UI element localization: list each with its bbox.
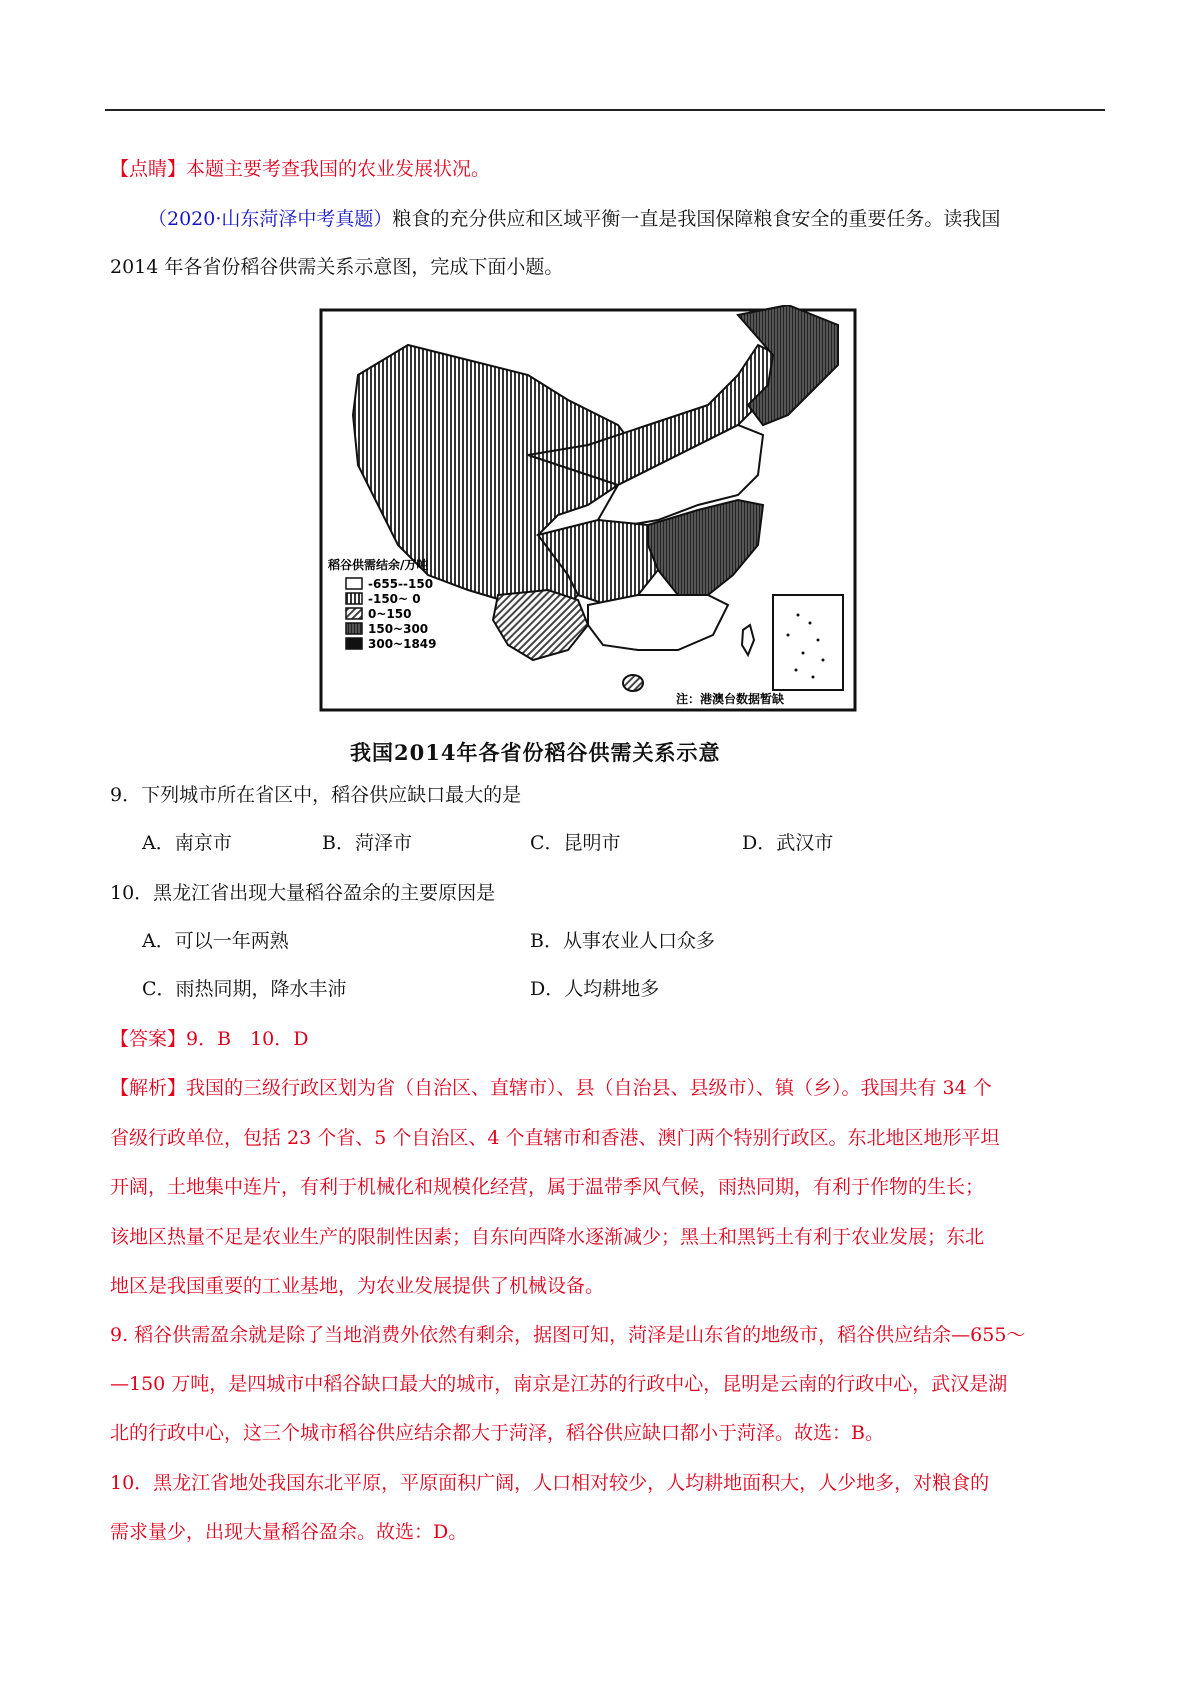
analysis-q9-line-1: 9. 稻谷供需盈余就是除了当地消费外依然有剩余，据图可知，菏泽是山东省的地级市，稻谷供应结余—655～	[110, 1324, 1026, 1346]
analysis-line-3: 开阔，土地集中连片，有利于机械化和规模化经营，属于温带季风气候，雨热同期，有利于作物的生长；	[110, 1176, 985, 1198]
map-region-hainan	[623, 675, 643, 691]
analysis-text-1: 我国的三级行政区划为省（自治区、直辖市）、县（自治县、县级市）、镇（乡）。我国共有 34 个	[186, 1077, 992, 1099]
analysis-line-1	[110, 1075, 992, 1101]
legend-item-2: -150~ 0	[368, 592, 421, 606]
legend-title: 稻谷供需结余/万吨	[328, 558, 429, 572]
legend-item-4: 150~300	[368, 622, 429, 636]
south-china-sea-inset	[773, 595, 843, 690]
intro-line-1	[148, 206, 1000, 232]
q9-stem: 9．下列城市所在省区中，稻谷供应缺口最大的是	[110, 784, 522, 806]
q10-stem: 10．黑龙江省出现大量稻谷盈余的主要原因是	[110, 882, 496, 904]
legend-swatches	[346, 578, 362, 649]
answer-tag: 【答案】	[110, 1028, 187, 1050]
legend-item-5: 300~1849	[368, 637, 437, 651]
dianjing-tag: 【点睛】	[110, 158, 187, 180]
q10-option-d: D．人均耕地多	[530, 978, 660, 1000]
answer-text: 9．B 10．D	[186, 1028, 309, 1050]
analysis-q9-line-2: —150 万吨，是四城市中稻谷缺口最大的城市，南京是江苏的行政中心，昆明是云南的行政中心，武汉是湖	[110, 1373, 1008, 1395]
legend-item-3: 0~150	[368, 607, 412, 621]
q9-option-b: B．菏泽市	[322, 832, 412, 854]
intro-text-1: 粮食的充分供应和区域平衡一直是我国保障粮食安全的重要任务。读我国	[392, 208, 1001, 230]
q9-option-d: D．武汉市	[742, 832, 834, 854]
analysis-q9-line-3: 北的行政中心，这三个城市稻谷供应结余都大于菏泽，稻谷供应缺口都小于菏泽。故选：B。	[110, 1422, 884, 1444]
dianjing-line	[110, 156, 490, 182]
analysis-line-2: 省级行政单位，包括 23 个省、5 个自治区、4 个直辖市和香港、澳门两个特别行政区。东北地区地形平坦	[110, 1127, 1000, 1149]
q10-option-c: C．雨热同期，降水丰沛	[142, 978, 347, 1000]
q9-option-a: A．南京市	[142, 832, 232, 854]
q10-option-a: A．可以一年两熟	[142, 930, 289, 952]
answer-line	[110, 1026, 308, 1052]
analysis-line-5: 地区是我国重要的工业基地，为农业发展提供了机械设备。	[110, 1275, 605, 1297]
analysis-tag: 【解析】	[110, 1077, 187, 1099]
question-source: （2020·山东菏泽中考真题）	[148, 208, 393, 230]
map-caption: 我国2014年各省份稻谷供需关系示意	[350, 740, 721, 765]
intro-line-2: 2014 年各省份稻谷供需关系示意图，完成下面小题。	[110, 256, 564, 278]
china-map-graphic	[318, 305, 858, 715]
analysis-line-4: 该地区热量不足是农业生产的限制性因素；自东向西降水逐渐减少；黑土和黑钙土有利于农业发展；东北	[110, 1226, 985, 1248]
q9-option-c: C．昆明市	[530, 832, 621, 854]
map-note: 注：港澳台数据暂缺	[676, 692, 785, 706]
header-rule	[105, 109, 1105, 111]
rice-supply-map	[318, 305, 858, 715]
legend-item-1: -655--150	[368, 577, 434, 591]
dianjing-text: 本题主要考查我国的农业发展状况。	[186, 158, 491, 180]
analysis-q10-line-2: 需求量少，出现大量稻谷盈余。故选：D。	[110, 1521, 468, 1543]
analysis-q10-line-1: 10．黑龙江省地处我国东北平原，平原面积广阔，人口相对较少，人均耕地面积大，人少地多，对粮食的	[110, 1472, 990, 1494]
q10-option-b: B．从事农业人口众多	[530, 930, 715, 952]
